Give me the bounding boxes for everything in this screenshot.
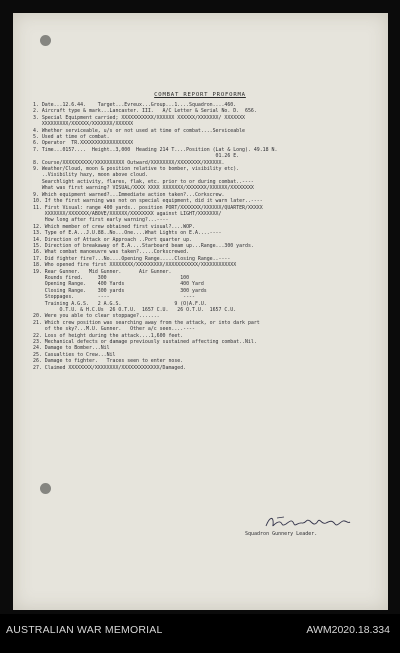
report-body — [33, 102, 363, 371]
report-line: 8. Course/XXXXXXXXXX/XXXXXXXXXX Outward/XXXXXXXX/XXXXXXXX/XXXXXX. — [33, 159, 225, 166]
report-line: 11. First Visual: range 400 yards.. position PORT/XXXXXXX/XXXXXX/QUARTER/XXXXX — [33, 204, 263, 211]
report-line: XXXXXXXXX/XXXXXX/XXXXXXX/XXXXXX — [33, 121, 134, 128]
archive-footer — [0, 614, 400, 653]
report-line: How long after first early warning?...---- — [33, 217, 169, 224]
document-heading: COMBAT REPORT PROFORMA — [154, 92, 246, 98]
report-line: 1. Date...12.6.44. Target...Evreux...Group...1....Squadron....460. — [33, 102, 237, 108]
report-line: Rounds fired. 300 100 — [33, 274, 190, 281]
report-line: 16. What combat manoeuvre was taken?.....Corkscrewed. — [33, 249, 190, 256]
report-line: 18. Who opened fire first XXXXXXXX/XXXXXXXXX/XXXXXXXXXXX/XXXXXXXXXXXX — [33, 262, 237, 269]
report-line: Stoppages. ---- ---- — [33, 294, 195, 301]
report-line: 23. Mechanical defects or damage previously sustained affecting combat..Nil. — [33, 339, 257, 346]
report-line: 10. If the first warning was not on special equipment, did it warn later..---- — [33, 198, 263, 205]
report-line: 6. Operator TR.XXXXXXXXXXXXXXXXXX — [33, 140, 134, 147]
report-line: 20. Were you able to clear stoppage?....... — [33, 313, 160, 320]
report-line: 01.26 E. — [33, 153, 240, 160]
report-line: What was first warning? VISUAL/XXXX XXXX XXXXXXX/XXXXXXX/XXXXXX/XXXXXXXX — [33, 185, 254, 192]
report-line: 15. Direction of breakaway of E.A....Starboard beam up...Range...300 yards. — [33, 242, 254, 249]
report-line: Searchlight activity, flares, flak, etc. prior to or during combat..---- — [33, 178, 254, 185]
report-line: 9. Weather/Cloud, moon & position relative to bomber, visibility etc). — [33, 166, 240, 173]
collection-label: AUSTRALIAN WAR MEMORIAL — [6, 624, 163, 636]
report-line: 13. Type of E.A...J.U.88..No...One....What Lights on E.A....---- — [33, 230, 222, 237]
handwritten-signature — [262, 512, 352, 532]
punch-hole — [40, 35, 51, 46]
report-line: 2. Aircraft type & mark...Lancaster. III. A/C Letter & Serial No. D. 656. — [33, 108, 257, 115]
punch-hole — [40, 483, 51, 494]
report-line: 3. Special Equipment carried; XXXXXXXXXXX/XXXXXX XXXXXX/XXXXXXX/ XXXXXXX — [33, 114, 245, 121]
report-line: of the sky?...M.U. Gunner. Other a/c seen....---- — [33, 326, 195, 333]
report-line: Training A.G.S. 2 A.G.S. 9 (O)A.F.U. — [33, 300, 207, 307]
report-line: 19. Rear Gunner. Mid Gunner. Air Gunner. — [33, 268, 172, 275]
report-line: 9. Which equipment warned?...Immediate action taken?...Corkscrew. — [33, 191, 225, 198]
report-line: 17. Did fighter fire?...No....Opening Range.....Closing Range..---- — [33, 255, 231, 262]
accession-number: AWM2020.18.334 — [306, 624, 390, 636]
report-line: ..Visibility hazy, moon above cloud. — [33, 172, 148, 179]
report-line: O.T.U. & H.C.Us 26 O.T.U. 1657 C.U. 26 O.T.U. 1657 C.U. — [33, 307, 237, 313]
report-line: 27. Claimed XXXXXXXX/XXXXXXXX/XXXXXXXXXXXXX/Damaged. — [33, 364, 187, 371]
report-line: 21. Which crew position was searching away from the attack, or into dark part — [33, 319, 260, 326]
report-line: 24. Damage to Bomber...Nil — [33, 345, 110, 352]
signature-caption: Squadron Gunnery Leader. — [245, 531, 318, 537]
report-line: 12. Which member of crew obtained first visual?....WOP. — [33, 223, 195, 230]
report-line: 26. Damage to fighter. Traces seen to enter nose. — [33, 358, 184, 365]
report-line: 4. Whether serviceable, u/s or not used at time of combat....Serviceable — [33, 127, 245, 134]
report-line: 7. Time...0157.... Height..3,000 Heading 214 T....Position (Lat & Long). 49.18 N. — [33, 146, 278, 153]
report-line: Closing Range. 300 yards 300 yards — [33, 287, 207, 294]
report-line: 22. Loss of height during the attack....1,600 feet. — [33, 332, 184, 339]
report-line: Opening Range. 400 Yards 400 Yard — [33, 281, 204, 288]
report-line: 25. Casualties to Crew...Nil — [33, 351, 116, 358]
report-line: 5. Used at time of combat. — [33, 134, 110, 141]
report-line: 14. Direction of Attack or Approach ..Port quarter up. — [33, 236, 192, 243]
report-line: XXXXXXX/XXXXXXX/ABOVE/XXXXXX/XXXXXXXX against LIGHT/XXXXXXX/ — [33, 210, 222, 217]
